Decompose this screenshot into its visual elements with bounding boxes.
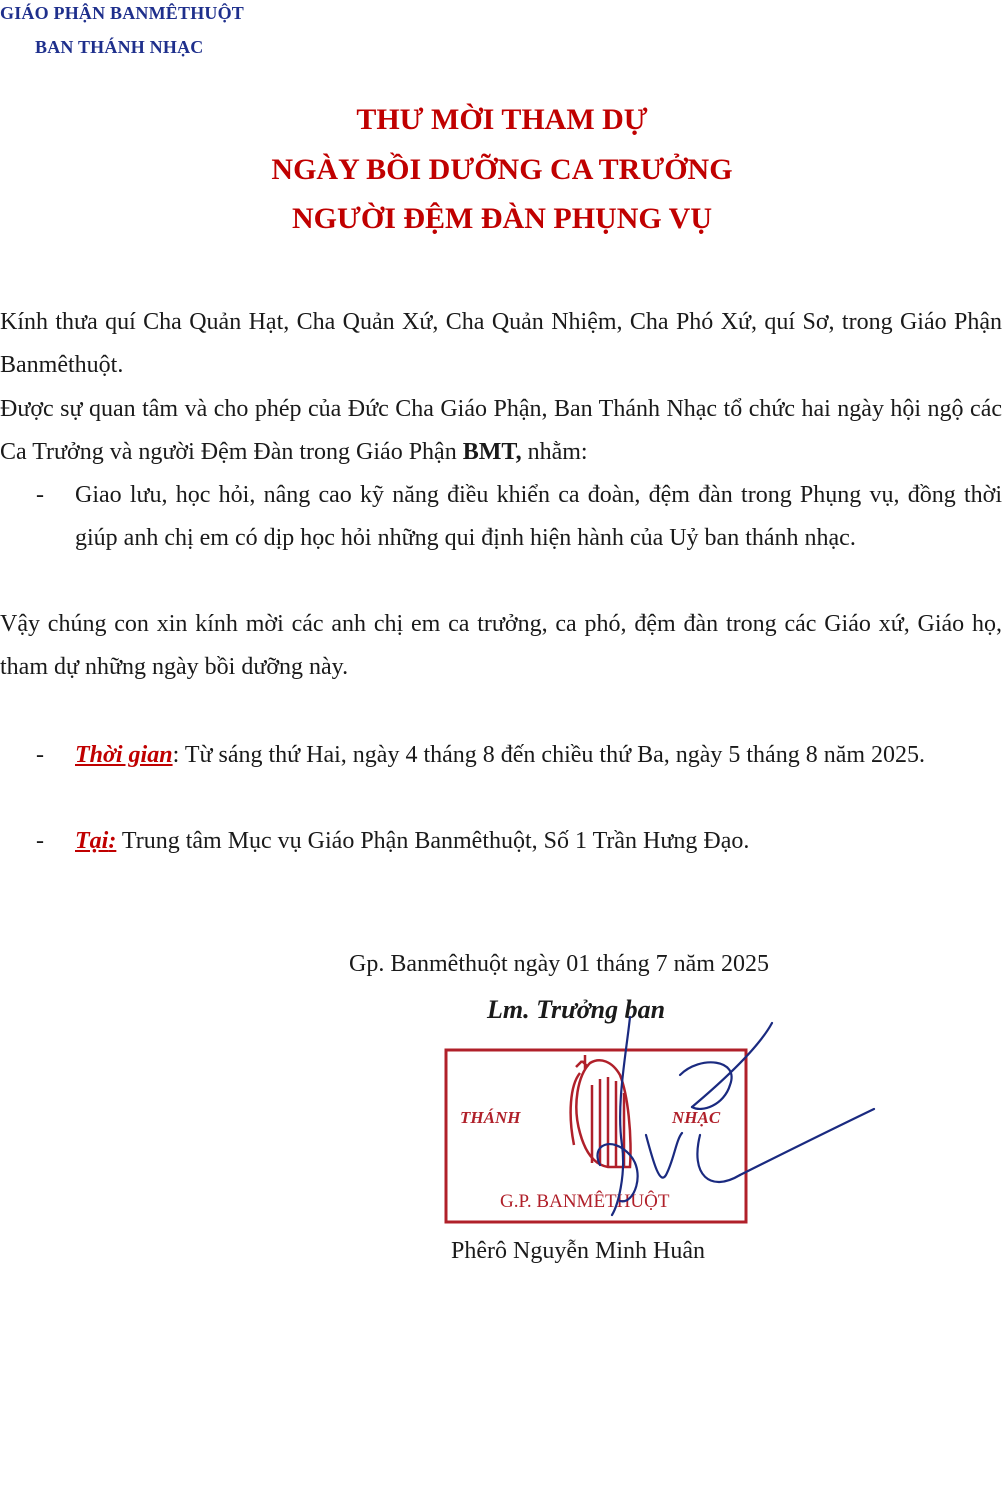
place-label: Tại	[75, 828, 109, 854]
goal-bullet: Giao lưu, học hỏi, nâng cao kỹ năng điều khiển ca đoàn, đệm đàn trong Phụng vụ, đồng thời giúp anh chị em có dịp học hỏi những qui định hiện hành của Uỷ ban thánh nhạc.	[75, 482, 1002, 551]
title-line-3: NGƯỜI ĐỆM ĐÀN PHỤNG VỤ	[292, 202, 712, 235]
place-detail	[75, 820, 1002, 863]
intro-bold-abbrev: BMT,	[462, 439, 522, 465]
stamp-right-word: NHẠC	[672, 1108, 721, 1127]
bullet-marker: -	[36, 828, 44, 854]
title-line-2: NGÀY BỒI DƯỠNG CA TRƯỞNG	[271, 153, 733, 186]
time-colon: :	[172, 742, 180, 768]
bullet-marker: -	[36, 742, 44, 768]
place-colon: :	[108, 828, 117, 854]
place-value: Trung tâm Mục vụ Giáo Phận Banmêthuột, Số 1 Trần Hưng Đạo.	[116, 828, 750, 854]
signature-role: Lm. Trưởng ban	[487, 995, 666, 1024]
org-department: BAN THÁNH NHẠC	[35, 37, 204, 57]
time-detail	[75, 734, 1002, 777]
time-label: Thời gian	[75, 742, 173, 768]
bullet-marker: -	[36, 482, 44, 508]
org-name: GIÁO PHẬN BANMÊTHUỘT	[0, 3, 245, 23]
intro-paragraph	[0, 388, 1002, 474]
signatory-name: Phêrô Nguyễn Minh Huân	[451, 1238, 705, 1264]
signature-scribble	[597, 1017, 874, 1215]
stamp-bottom-text: G.P. BANMÊTHUỘT	[500, 1191, 670, 1212]
greeting-paragraph: Kính thưa quí Cha Quản Hạt, Cha Quản Xứ, Cha Quản Nhiệm, Cha Phó Xứ, quí Sơ, trong Giáo Phận Banmêthuột.	[0, 309, 1002, 378]
title-line-1: THƯ MỜI THAM DỰ	[356, 103, 648, 136]
music-board-stamp	[440, 1015, 880, 1235]
stamp-left-word: THÁNH	[460, 1108, 521, 1127]
invitation-paragraph: Vậy chúng con xin kính mời các anh chị em ca trưởng, ca phó, đệm đàn trong các Giáo xứ, Giáo họ, tham dự những ngày bồi dưỡng này.	[0, 611, 1002, 680]
time-value: Từ sáng thứ Hai, ngày 4 tháng 8 đến chiều thứ Ba, ngày 5 tháng 8 năm 2025.	[179, 742, 926, 768]
intro-text-end: nhằm:	[521, 439, 588, 465]
signature-date: Gp. Banmêthuột ngày 01 tháng 7 năm 2025	[349, 951, 769, 977]
intro-text: Được sự quan tâm và cho phép của Đức Cha Giáo Phận, Ban Thánh Nhạc tổ chức hai ngày hội ngộ các Ca Trưởng và người Đệm Đàn trong Giáo Phận	[0, 396, 1002, 465]
